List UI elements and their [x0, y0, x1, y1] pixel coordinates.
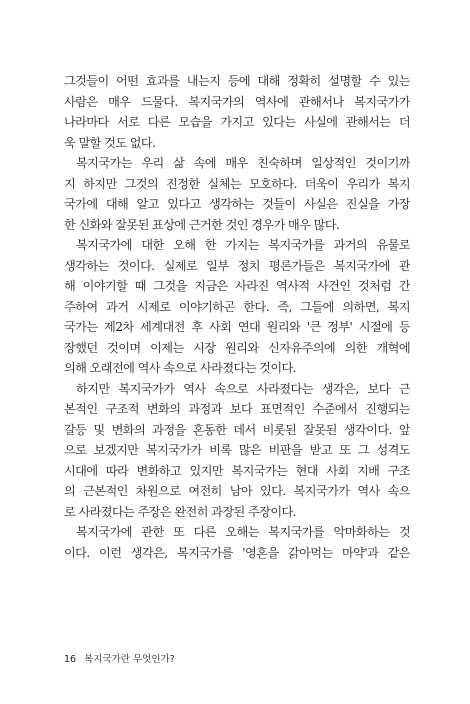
text-line: 복지국가에 대한 오해 한 가지는 복지국가를 과거의 유물로: [76, 238, 410, 252]
text-line: 의 근본적인 차원으로 여전히 남아 있다. 복지국가가 역사 속으: [64, 484, 410, 498]
text-line: 생각하는 것이다. 실제로 일부 정치 평론가들은 복지국가에 관: [64, 258, 410, 273]
text-line: 의해 오래전에 역사 속으로 사라졌다는 것이다.: [64, 361, 296, 375]
text-line: 해 이야기할 때 그것을 지금은 사라진 역사적 사건인 것처럼 간: [64, 279, 410, 293]
text-line: 국가는 제2차 세계대전 후 사회 연대 원리와 '큰 정부' 시절에 등: [64, 320, 410, 334]
text-line: 그것들이 어떤 효과를 내는지 등에 대해 정확히 설명할 수 있는: [64, 74, 410, 88]
text-line: 로 사라졌다는 주장은 완전히 과장된 주장이다.: [64, 504, 296, 519]
text-line: 시대에 따라 변화하고 있지만 복지국가는 현대 사회 지배 구조: [64, 463, 410, 478]
text-line: 국가에 대해 알고 있다고 생각하는 것들이 사실은 진실을 가장: [64, 197, 410, 211]
text-line: 지 하지만 그것의 진정한 실체는 모호하다. 더욱이 우리가 복지: [64, 176, 410, 191]
text-line: 갈등 및 변화의 과정을 혼동한 데서 비롯된 잘못된 생각이다. 앞: [64, 422, 410, 437]
text-line: 주하여 과거 시제로 이야기하곤 한다. 즉, 그들에 의하면, 복지: [64, 299, 410, 314]
text-line: 나라마다 서로 다른 모습을 가지고 있다는 사실에 관해서는 더: [64, 115, 410, 129]
page-footer: [64, 651, 175, 665]
text-line: 장했던 것이며 이제는 시장 원리와 신자유주의에 의한 개혁에: [64, 340, 410, 355]
text-line: 복지국가에 관한 또 다른 오해는 복지국가를 악마화하는 것: [76, 525, 410, 539]
text-line: 하지만 복지국가가 역사 속으로 사라졌다는 생각은, 보다 근: [76, 381, 410, 396]
text-line: 복지국가는 우리 삶 속에 매우 친숙하며 일상적인 것이기까: [76, 156, 410, 170]
body-text: [64, 71, 410, 563]
text-line: 한 신화와 잘못된 표상에 근거한 것인 경우가 매우 많다.: [64, 217, 340, 232]
text-line: 으로 보겠지만 복지국가가 비록 많은 비판을 받고 또 그 성격도: [64, 443, 410, 457]
text-line: 이다. 이런 생각은, 복지국가를 '영혼을 갉아먹는 마약'과 같은: [64, 545, 410, 560]
page-number: 16: [64, 654, 77, 665]
text-line: 욱 말할 것도 없다.: [64, 135, 156, 150]
text-line: 사람은 매우 드물다. 복지국가의 역사에 관해서나 복지국가가: [64, 94, 410, 109]
book-page: [64, 0, 410, 704]
running-title: 복지국가란 무엇인가?: [84, 654, 175, 665]
text-line: 본적인 구조적 변화의 과정과 보다 표면적인 수준에서 진행되는: [64, 402, 410, 416]
